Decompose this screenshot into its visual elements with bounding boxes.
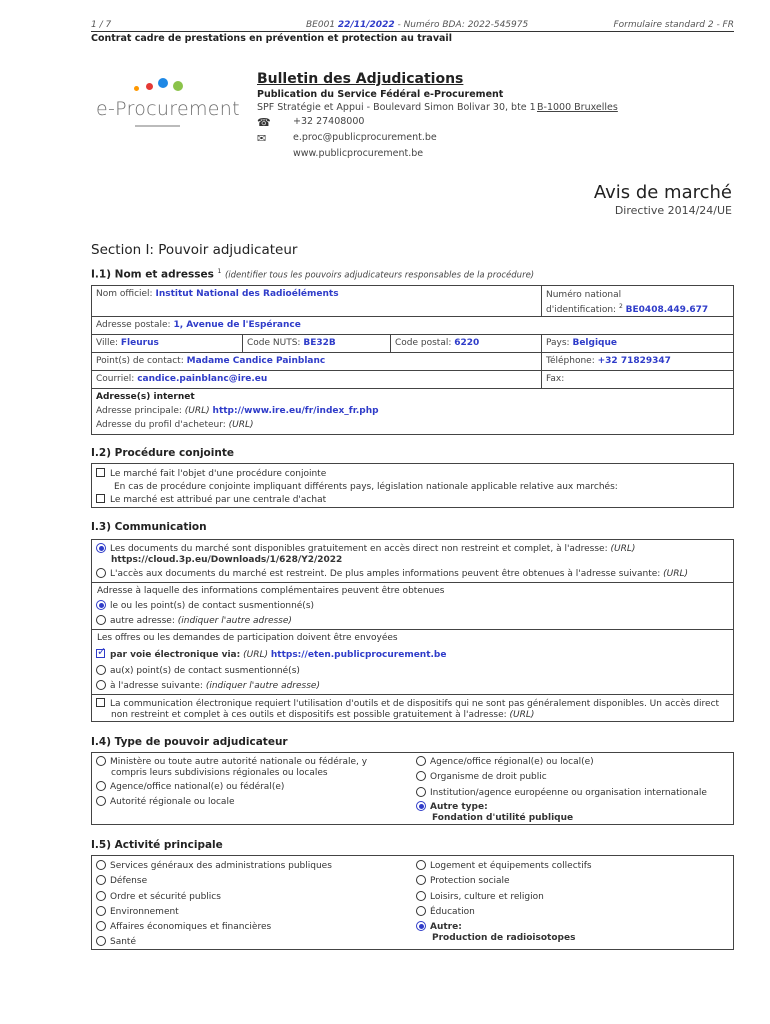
activity-environment-radio[interactable] (96, 906, 106, 916)
logo-dot-orange (134, 86, 139, 91)
envelope-icon: ✉ (257, 132, 267, 145)
email-cell: Courriel: candice.painblanc@ire.eu (92, 371, 542, 389)
names-addresses-box (91, 285, 734, 435)
info-other-option[interactable]: autre adresse: (indiquer l'autre adresse) (96, 615, 292, 626)
activity-health-radio[interactable] (96, 936, 106, 946)
phone-cell: Téléphone: +32 71829347 (542, 353, 733, 371)
activity-order-option[interactable]: Ordre et sécurité publics (96, 891, 221, 902)
activity-leisure-option[interactable]: Loisirs, culture et religion (416, 891, 544, 902)
contact-person: Madame Candice Painblanc (186, 356, 326, 366)
authority-national-agency-radio[interactable] (96, 781, 106, 791)
docs-url-link[interactable]: https://cloud.3p.eu/Downloads/1/628/Y2/2022 (111, 555, 343, 565)
activity-general-option[interactable]: Services généraux des administrations publiques (96, 860, 332, 871)
central-purchasing-option[interactable]: Le marché est attribué par une centrale d'achat (96, 494, 326, 505)
heading-i5: I.5) Activité principale (91, 839, 223, 851)
offers-contact-option[interactable]: au(x) point(s) de contact susmentionné(s) (96, 665, 300, 676)
logo-underline (135, 125, 180, 127)
joint-procedure-box (91, 463, 734, 508)
activity-housing-radio[interactable] (416, 860, 426, 870)
phone-row (257, 116, 365, 129)
offers-contact-radio[interactable] (96, 665, 106, 675)
contact-cell: Point(s) de contact: Madame Candice Painblanc (92, 353, 542, 371)
publisher-address: SPF Stratégie et Appui - Boulevard Simon Bolivar 30, bte 1 (257, 102, 536, 113)
contact-email[interactable]: candice.painblanc@ire.eu (137, 374, 268, 384)
activity-leisure-radio[interactable] (416, 891, 426, 901)
activity-defence-option[interactable]: Défense (96, 875, 147, 886)
authority-type-box (91, 752, 734, 825)
activity-other-option[interactable]: Autre: (416, 921, 462, 932)
offers-heading: Les offres ou les demandes de participation doivent être envoyées (97, 633, 398, 643)
logo-dot-red (146, 83, 153, 90)
authority-regional-agency-radio[interactable] (416, 756, 426, 766)
authority-other-value: Fondation d'utilité publique (432, 813, 574, 823)
activity-general-radio[interactable] (96, 860, 106, 870)
heading-i4: I.4) Type de pouvoir adjudicateur (91, 736, 288, 748)
reference: BE001 22/11/2022 - Numéro BDA: 2022-545975 (306, 20, 529, 30)
info-contact-radio[interactable] (96, 600, 106, 610)
email-row (257, 132, 437, 145)
tools-note: non restreint et complet à ces outils et dispositifs est possible gratuitement à l'adresse: (URL) (111, 710, 535, 720)
activity-economic-radio[interactable] (96, 921, 106, 931)
country: Belgique (572, 338, 617, 348)
main-address-link[interactable]: http://www.ire.eu/fr/index_fr.php (212, 406, 379, 416)
national-id: BE0408.449.677 (625, 305, 709, 315)
publisher-subtitle: Publication du Service Fédéral e-Procurement (257, 89, 504, 100)
internet-heading: Adresse(s) internet (96, 392, 195, 402)
activity-education-option[interactable]: Éducation (416, 906, 475, 917)
info-contact-option[interactable]: le ou les point(s) de contact susmentionné(s) (96, 600, 314, 611)
heading-i1: I.1) Nom et adresses $^1$ (identifier tous les pouvoirs adjudicateurs responsables de la procédure) (91, 268, 535, 281)
activity-order-radio[interactable] (96, 891, 106, 901)
authority-eu-option[interactable]: Institution/agence européenne ou organisation internationale (416, 787, 707, 798)
authority-eu-radio[interactable] (416, 787, 426, 797)
offers-electronic-checkbox[interactable] (96, 649, 105, 658)
heading-i3: I.3) Communication (91, 521, 207, 533)
contract-title: Contrat cadre de prestations en prévention et protection au travail (91, 33, 452, 44)
authority-regional-radio[interactable] (96, 796, 106, 806)
national-id-cell: Numéro national d'identification: $^2$ BE0408.449.677 (542, 286, 733, 317)
city: Fleurus (120, 338, 159, 348)
authority-regional-option[interactable]: Autorité régionale ou locale (96, 796, 234, 807)
fax-cell: Fax: (542, 371, 733, 389)
publisher-city: B-1000 Bruxelles (537, 102, 618, 113)
offers-address-option[interactable]: à l'adresse suivante: (indiquer l'autre adresse) (96, 680, 320, 691)
joint-procedure-option[interactable]: Le marché fait l'objet d'une procédure conjointe (96, 468, 326, 479)
publisher-website[interactable]: www.publicprocurement.be (293, 148, 424, 159)
communication-box (91, 539, 734, 722)
postal-address: 1, Avenue de l'Espérance (173, 320, 301, 330)
official-name-cell: Nom officiel: Institut National des Radioéléments (92, 286, 542, 317)
contact-phone: +32 71829347 (597, 356, 671, 366)
logo-dot-blue (158, 78, 168, 88)
offers-url-link[interactable]: https://eten.publicprocurement.be (270, 650, 447, 660)
heading-i2: I.2) Procédure conjointe (91, 447, 234, 459)
authority-ministry-radio[interactable] (96, 756, 106, 766)
authority-public-law-radio[interactable] (416, 771, 426, 781)
section-title: Section I: Pouvoir adjudicateur (91, 242, 298, 258)
postal-address-cell: Adresse postale: 1, Avenue de l'Espérance (92, 317, 733, 335)
phone-icon: ☎ (257, 116, 271, 129)
internet-cell: Adresse(s) internet Adresse principale: (URL) http://www.ire.eu/fr/index_fr.php Adresse du profil d'acheteur: (URL) (92, 389, 733, 434)
official-name: Institut National des Radioéléments (155, 289, 339, 299)
tools-checkbox[interactable] (96, 698, 105, 707)
docs-free-radio[interactable] (96, 543, 106, 553)
form-name: Formulaire standard 2 - FR (613, 20, 734, 30)
logo-dot-green (173, 81, 183, 91)
publisher-phone: +32 27408000 (293, 116, 365, 127)
authority-other-option[interactable]: Autre type: (416, 801, 488, 812)
joint-procedure-checkbox[interactable] (96, 468, 105, 477)
activity-housing-option[interactable]: Logement et équipements collectifs (416, 860, 592, 871)
activity-other-value: Production de radioisotopes (432, 933, 576, 943)
activity-social-option[interactable]: Protection sociale (416, 875, 510, 886)
docs-free-option[interactable]: Les documents du marché sont disponibles gratuitement en accès direct non restreint et complet, à l'adresse: (URL) (96, 543, 635, 554)
activity-education-radio[interactable] (416, 906, 426, 916)
central-purchasing-checkbox[interactable] (96, 494, 105, 503)
publication-date: 22/11/2022 (337, 20, 395, 30)
nuts-cell: Code NUTS: BE32B (243, 335, 391, 353)
joint-procedure-note: En cas de procédure conjointe impliquant différents pays, législation nationale applicable relative aux marchés: (114, 482, 618, 492)
activity-social-radio[interactable] (416, 875, 426, 885)
docs-restricted-radio[interactable] (96, 568, 106, 578)
bulletin-title: Bulletin des Adjudications (257, 71, 464, 87)
notice-directive: Directive 2014/24/UE (614, 204, 732, 217)
info-heading: Adresse à laquelle des informations complémentaires peuvent être obtenues (97, 586, 445, 596)
activity-economic-option[interactable]: Affaires économiques et financières (96, 921, 271, 932)
postcode: 6220 (454, 338, 480, 348)
country-cell: Pays: Belgique (542, 335, 733, 353)
notice-title: Avis de marché (593, 182, 732, 203)
publisher-email[interactable]: e.proc@publicprocurement.be (293, 132, 437, 143)
page-header (91, 20, 734, 32)
offers-address-radio[interactable] (96, 680, 106, 690)
activity-health-option[interactable]: Santé (96, 936, 136, 947)
docs-restricted-option[interactable]: L'accès aux documents du marché est restreint. De plus amples informations peuvent être obtenues à l'adresse suivante: (URL) (96, 568, 688, 579)
city-cell: Ville: Fleurus (92, 335, 243, 353)
nuts-code: BE32B (303, 338, 336, 348)
authority-ministry-cont: compris leurs subdivisions régionales ou locales (111, 768, 328, 778)
page-number: 1 / 7 (91, 20, 112, 30)
activity-other-radio[interactable] (416, 921, 426, 931)
activity-defence-radio[interactable] (96, 875, 106, 885)
logo-text: e-Procurement (96, 98, 240, 120)
authority-other-radio[interactable] (416, 801, 426, 811)
info-other-radio[interactable] (96, 615, 106, 625)
main-activity-box (91, 855, 734, 950)
authority-public-law-option[interactable]: Organisme de droit public (416, 771, 547, 782)
authority-regional-agency-option[interactable]: Agence/office régional(e) ou local(e) (416, 756, 594, 767)
tools-option[interactable]: La communication électronique requiert l'utilisation d'outils et de dispositifs qui ne sont pas généralement disponibles. Un accès direct (96, 698, 719, 709)
authority-national-agency-option[interactable]: Agence/office national(e) ou fédéral(e) (96, 781, 284, 792)
activity-environment-option[interactable]: Environnement (96, 906, 179, 917)
offers-electronic-option[interactable]: ✓par voie électronique via: (URL) https://eten.publicprocurement.be (96, 649, 446, 660)
postcode-cell: Code postal: 6220 (391, 335, 542, 353)
authority-ministry-option[interactable]: Ministère ou toute autre autorité nationale ou fédérale, y (96, 756, 367, 767)
